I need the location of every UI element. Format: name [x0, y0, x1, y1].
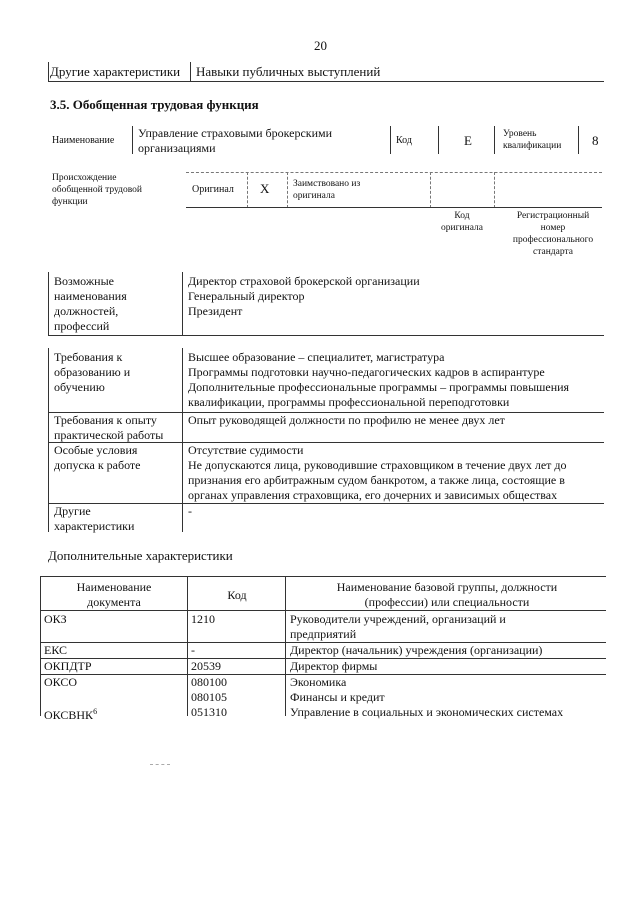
education-value-line: Дополнительные профессиональные программы – программы повышения: [188, 380, 570, 394]
header-code: Код: [227, 588, 247, 602]
level-value: 8: [592, 133, 599, 148]
row-name: Директор (начальник) учреждения (организации): [290, 643, 543, 657]
divider: [48, 348, 49, 532]
top-row-value: Навыки публичных выступлений: [196, 64, 381, 79]
education-label-line: обучению: [54, 380, 105, 394]
divider: [390, 126, 391, 154]
row-doc: ОКПДТР: [44, 659, 92, 673]
position-item: Генеральный директор: [188, 289, 305, 303]
registration-number-line: номер: [540, 223, 566, 233]
row-doc: ЕКС: [44, 643, 68, 657]
experience-label: [54, 413, 163, 443]
other-value-line: -: [188, 504, 192, 518]
experience-label-line: практической работы: [54, 428, 164, 442]
positions-values: [188, 274, 420, 319]
row-name: Директор фирмы: [290, 659, 378, 673]
divider: [48, 335, 604, 336]
origin-label: [52, 172, 142, 208]
code-of-original-line: оригинала: [441, 223, 483, 233]
education-value-line: квалификации, программы профессиональной переподготовки: [188, 395, 510, 409]
registration-number-line: Регистрационный: [516, 211, 590, 221]
divider: [287, 172, 288, 208]
experience-value-line: Опыт руководящей должности по профилю не менее двух лет: [188, 413, 505, 427]
position-item: Президент: [188, 304, 243, 318]
divider: [40, 576, 41, 716]
row-code: 051310: [191, 705, 227, 719]
position-item: Директор страховой брокерской организации: [188, 274, 420, 288]
borrowed-label-line: Заимствовано из: [293, 179, 361, 189]
divider: [430, 172, 431, 208]
row-doc: ОКСВНК: [44, 708, 94, 722]
divider: [48, 62, 49, 82]
row-code: 20539: [191, 659, 221, 673]
row-code: -: [191, 643, 195, 657]
divider: [186, 207, 602, 208]
row-name: Экономика: [290, 675, 347, 689]
divider: [190, 62, 191, 82]
experience-label-line: Требования к опыту: [54, 413, 157, 427]
divider: [48, 272, 49, 336]
registration-number-line: профессионального: [512, 235, 594, 245]
conditions-label-line: допуска к работе: [54, 458, 141, 472]
divider: [150, 764, 170, 765]
row-name-line: Руководители учреждений, организаций и: [290, 612, 506, 626]
function-name-line: Управление страховыми брокерскими: [138, 126, 333, 140]
header-group: [288, 580, 606, 610]
other-label: [54, 504, 134, 534]
additional-title: Дополнительные характеристики: [48, 548, 233, 563]
positions-label-line: Возможные: [54, 274, 114, 288]
borrowed-label-line: оригинала: [293, 191, 335, 201]
row-doc: ОКЗ: [44, 612, 67, 626]
divider: [247, 172, 248, 208]
borrowed-label: [293, 178, 360, 202]
education-label-line: образованию и: [54, 365, 131, 379]
divider: [48, 81, 604, 82]
divider: [40, 610, 606, 611]
positions-label: [54, 274, 127, 334]
function-name-line: организациями: [138, 141, 216, 155]
section-title: 3.5. Обобщенная трудовая функция: [50, 97, 259, 112]
education-label-line: Требования к: [54, 350, 123, 364]
divider: [438, 126, 439, 154]
divider: [40, 576, 606, 577]
header-group-line: Наименование базовой группы, должности: [336, 580, 558, 594]
level-label-line: квалификации: [503, 141, 562, 151]
original-mark: X: [260, 181, 270, 196]
code-label: Код: [396, 135, 412, 146]
footnote-mark: 6: [93, 707, 98, 716]
conditions-label-line: Особые условия: [54, 443, 138, 457]
conditions-label: [54, 443, 141, 473]
conditions-value-line: органах управления страховщика, его дочерних и зависимых обществах: [188, 488, 558, 502]
code-of-original-line: Код: [454, 211, 470, 221]
code-of-original: [432, 210, 492, 234]
origin-label-line: обобщенной трудовой: [52, 185, 142, 195]
positions-label-line: наименования: [54, 289, 127, 303]
divider: [186, 172, 602, 173]
row-name: [290, 612, 506, 642]
conditions-value-line: Отсутствие судимости: [188, 443, 304, 457]
original-label: Оригинал: [192, 184, 234, 195]
header-group-line: (профессии) или специальности: [364, 595, 530, 609]
row-code: 1210: [191, 612, 215, 626]
conditions-value-line: Не допускаются лица, руководившие страховщиком в течение двух лет до: [188, 458, 567, 472]
row-code: 080105: [191, 690, 227, 704]
other-label-line: Другие: [54, 504, 91, 518]
origin-label-line: функции: [52, 197, 88, 207]
row-doc-okscvnk: [44, 704, 97, 723]
divider: [494, 126, 495, 154]
row-name-line: предприятий: [290, 627, 357, 641]
header-document-line: Наименование: [76, 580, 152, 594]
conditions-value-line: признания его арбитражным судом банкротом, а также лица, состоящие в: [188, 473, 565, 487]
divider: [187, 576, 188, 716]
row-doc: ОКСО: [44, 675, 78, 689]
divider: [182, 348, 183, 532]
level-label-line: Уровень: [503, 129, 537, 139]
name-label: Наименование: [52, 135, 115, 146]
experience-values: [188, 413, 505, 428]
positions-label-line: должностей,: [54, 304, 119, 318]
top-row-label: Другие характеристики: [50, 64, 181, 79]
education-value-line: Высшее образование – специалитет, магистратура: [188, 350, 445, 364]
code-value: E: [464, 133, 472, 148]
row-name: Финансы и кредит: [290, 690, 385, 704]
education-value-line: Программы подготовки научно-педагогических кадров в аспирантуре: [188, 365, 545, 379]
origin-label-line: Происхождение: [52, 173, 117, 183]
other-values: [188, 504, 192, 519]
registration-number-line: стандарта: [533, 247, 573, 257]
page-number: 20: [314, 38, 327, 53]
divider: [285, 576, 286, 716]
other-label-line: характеристики: [54, 519, 135, 533]
row-code: 080100: [191, 675, 227, 689]
registration-number: [500, 210, 606, 258]
divider: [132, 126, 133, 154]
level-label: [503, 128, 561, 152]
header-document: [44, 580, 184, 610]
education-values: [188, 350, 569, 410]
row-name: Управление в социальных и экономических системах: [290, 705, 564, 719]
divider: [494, 172, 495, 208]
conditions-values: [188, 443, 567, 503]
education-label: [54, 350, 130, 395]
positions-label-line: профессий: [54, 319, 110, 333]
divider: [578, 126, 579, 154]
header-document-line: документа: [87, 595, 141, 609]
function-name: [138, 126, 332, 156]
divider: [182, 272, 183, 336]
